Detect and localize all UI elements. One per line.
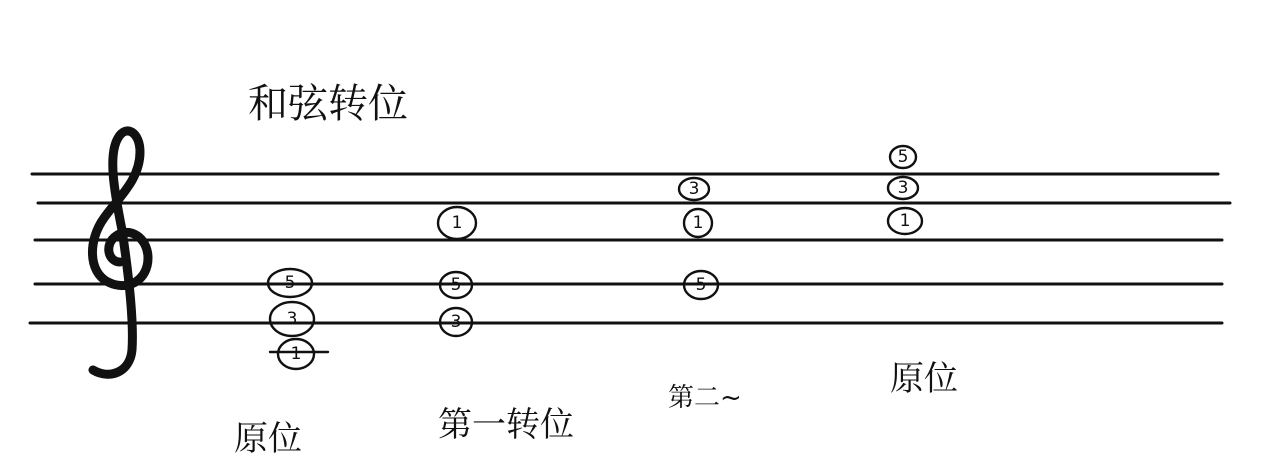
chord-caption: 原位 (890, 359, 958, 399)
note-label: 1 (692, 213, 704, 233)
chord-caption: 第二~ (668, 383, 742, 413)
chord-note (684, 209, 712, 237)
note-label: 3 (450, 312, 462, 332)
chord-second-inversion (668, 178, 742, 413)
chord-note (270, 302, 314, 336)
diagram-title: 和弦转位 (248, 81, 408, 127)
chord-root-position (234, 269, 328, 459)
chord-first-inversion (438, 207, 574, 445)
chord-note (278, 339, 314, 369)
note-label: 5 (695, 275, 707, 295)
note-label: 3 (688, 179, 700, 199)
chord-note (679, 178, 709, 200)
note-label: 5 (450, 275, 462, 295)
staff (30, 174, 1230, 323)
note-label: 1 (290, 344, 302, 364)
chord-note (438, 207, 476, 239)
chord-note (888, 177, 918, 199)
chord-caption: 原位 (234, 419, 302, 459)
note-label: 1 (899, 211, 911, 231)
chord-note (888, 208, 922, 234)
note-label: 5 (897, 147, 909, 167)
note-label: 5 (284, 273, 296, 293)
note-label: 3 (286, 309, 298, 329)
chord-caption: 第一转位 (438, 405, 574, 445)
chord-root-position-upper (888, 146, 958, 399)
note-label: 1 (451, 213, 463, 233)
treble-clef-icon (92, 131, 148, 374)
chord-note (890, 146, 916, 168)
note-label: 3 (897, 178, 909, 198)
